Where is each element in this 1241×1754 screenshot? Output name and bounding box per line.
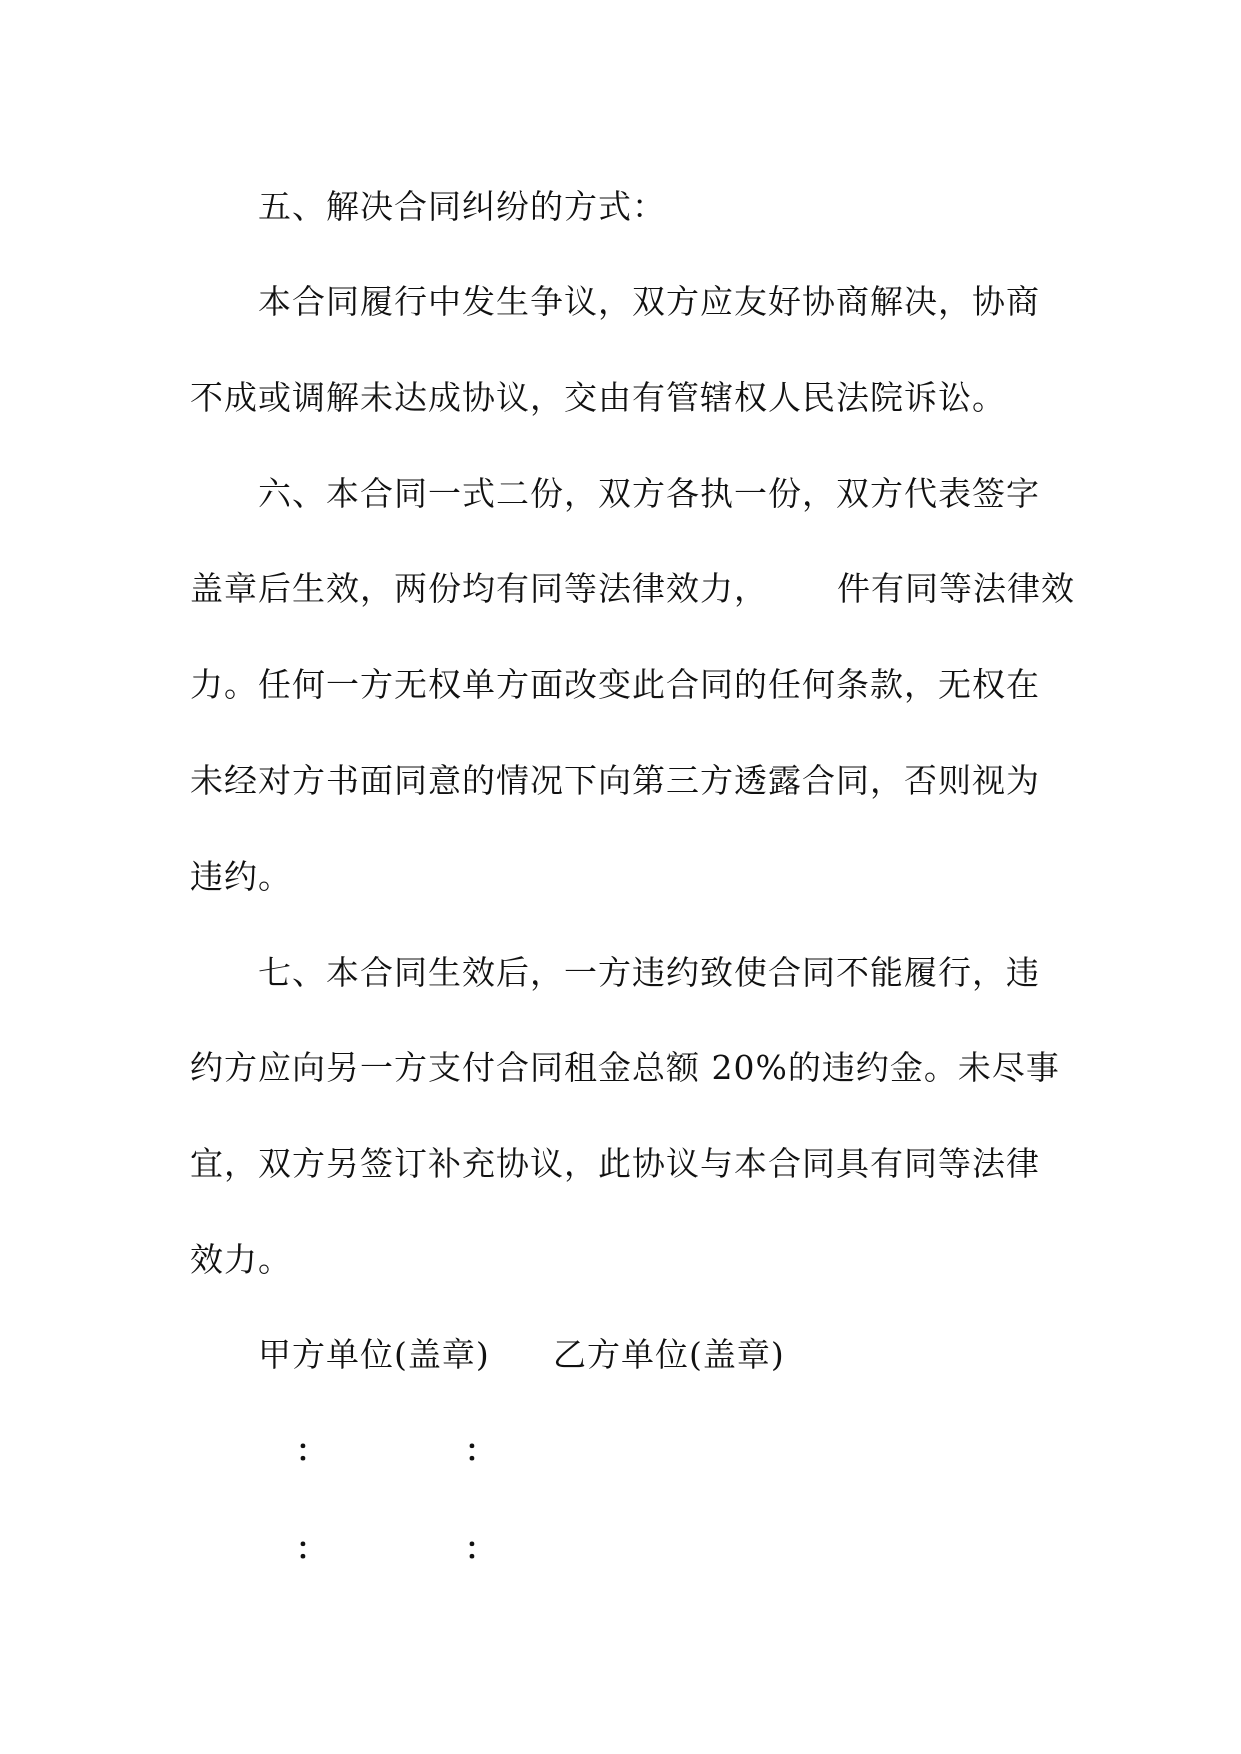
paragraph-line: 效力。 bbox=[190, 1240, 292, 1279]
party-b-label: 乙方单位(盖章) bbox=[553, 1335, 785, 1374]
paragraph-line: 未经对方书面同意的情况下向第三方透露合同，否则视为 bbox=[190, 761, 1040, 800]
paragraph-line: 约方应向另一方支付合同租金总额 20%的违约金。未尽事 bbox=[190, 1048, 1060, 1087]
section-6-line: 六、本合同一式二份，双方各执一份，双方代表签字 bbox=[258, 474, 1040, 513]
party-a-label: 甲方单位(盖章) bbox=[258, 1335, 490, 1374]
signature-colon: ： bbox=[296, 1532, 326, 1567]
paragraph-line: 宜，双方另签订补充协议，此协议与本合同具有同等法律 bbox=[190, 1144, 1040, 1183]
paragraph-line: 本合同履行中发生争议，双方应友好协商解决，协商 bbox=[258, 282, 1040, 321]
paragraph-line: 不成或调解未达成协议，交由有管辖权人民法院诉讼。 bbox=[190, 378, 1006, 417]
section-7-line: 七、本合同生效后，一方违约致使合同不能履行，违 bbox=[258, 953, 1040, 992]
signature-colon: ： bbox=[296, 1434, 326, 1469]
signature-colon: ： bbox=[465, 1532, 495, 1567]
section-5-heading: 五、解决合同纠纷的方式： bbox=[258, 187, 666, 226]
paragraph-line: 违约。 bbox=[190, 857, 292, 896]
signature-colon: ： bbox=[465, 1434, 495, 1469]
paragraph-line: 力。任何一方无权单方面改变此合同的任何条款，无权在 bbox=[190, 665, 1040, 704]
paragraph-line: 盖章后生效，两份均有同等法律效力， 件有同等法律效 bbox=[190, 569, 1075, 608]
